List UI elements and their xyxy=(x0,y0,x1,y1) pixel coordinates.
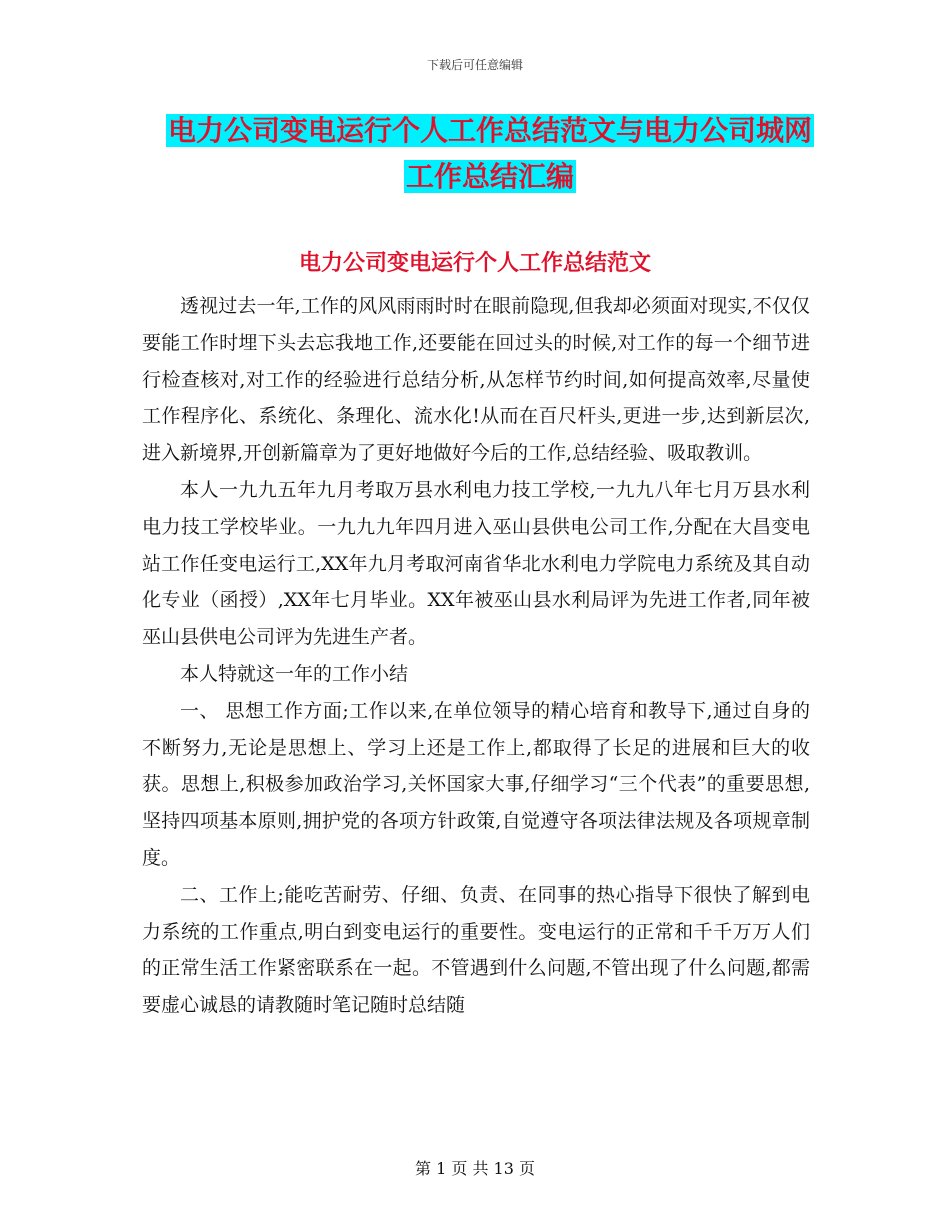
body-text xyxy=(142,288,810,1024)
paragraph-3: 本人特就这一年的工作小结 xyxy=(180,662,409,685)
paragraph-2: 本人一九九五年九月考取万县水利电力技工学校,一九九八年七月万县水利电力技工学校毕业。一九九九年四月进入巫山县供电公司工作,分配在大昌变电站工作任变电运行工,XX年九月考取河南省华北水利电力学院电力系统及其自动化专业（函授）,XX年七月毕业。XX年被巫山县水利局评为先进工作者,同年被巫山县供电公司评为先进生产者。 xyxy=(142,478,810,649)
page-number: 第 1 页 共 13 页 xyxy=(415,1159,535,1178)
paragraph-5: 二、工作上;能吃苦耐劳、仔细、负责、在同事的热心指导下很快了解到电力系统的工作重点,明白到变电运行的重要性。变电运行的正常和千千万万人们的正常生活工作紧密联系在一起。不管遇到什么问题,不管出现了什么问题,都需要虚心诚恳的请教随时笔记随时总结随 xyxy=(142,883,810,1017)
document-title xyxy=(150,108,830,200)
paragraph-4: 一、 思想工作方面;工作以来,在单位领导的精心培育和教导下,通过自身的不断努力,无论是思想上、学习上还是工作上,都取得了长足的进展和巨大的收获。思想上,积极参加政治学习,关怀国家大事,仔细学习“三个代表”的重要思想,坚持四项基本原则,拥护党的各项方针政策,自觉遵守各项法律法规及各项规章制度。 xyxy=(142,699,810,869)
section-title: 电力公司变电运行个人工作总结范文 xyxy=(298,251,651,276)
header-note: 下载后可任意编辑 xyxy=(426,58,523,72)
paragraph-1: 透视过去一年,工作的风风雨雨时时在眼前隐现,但我却必须面对现实,不仅仅要能工作时埋下头去忘我地工作,还要能在回过头的时候,对工作的每一个细节进行检查核对,对工作的经验进行总结分析,从怎样节约时间,如何提高效率,尽量使工作程序化、系统化、条理化、流水化!从而在百尺杆头,更进一步,达到新层次,进入新境界,开创新篇章为了更好地做好今后的工作,总结经验、吸取教训。 xyxy=(142,295,810,465)
document-title-line-1: 电力公司变电运行个人工作总结范文与电力公司城网 xyxy=(167,114,812,147)
document-title-line-2: 工作总结汇编 xyxy=(405,160,574,193)
